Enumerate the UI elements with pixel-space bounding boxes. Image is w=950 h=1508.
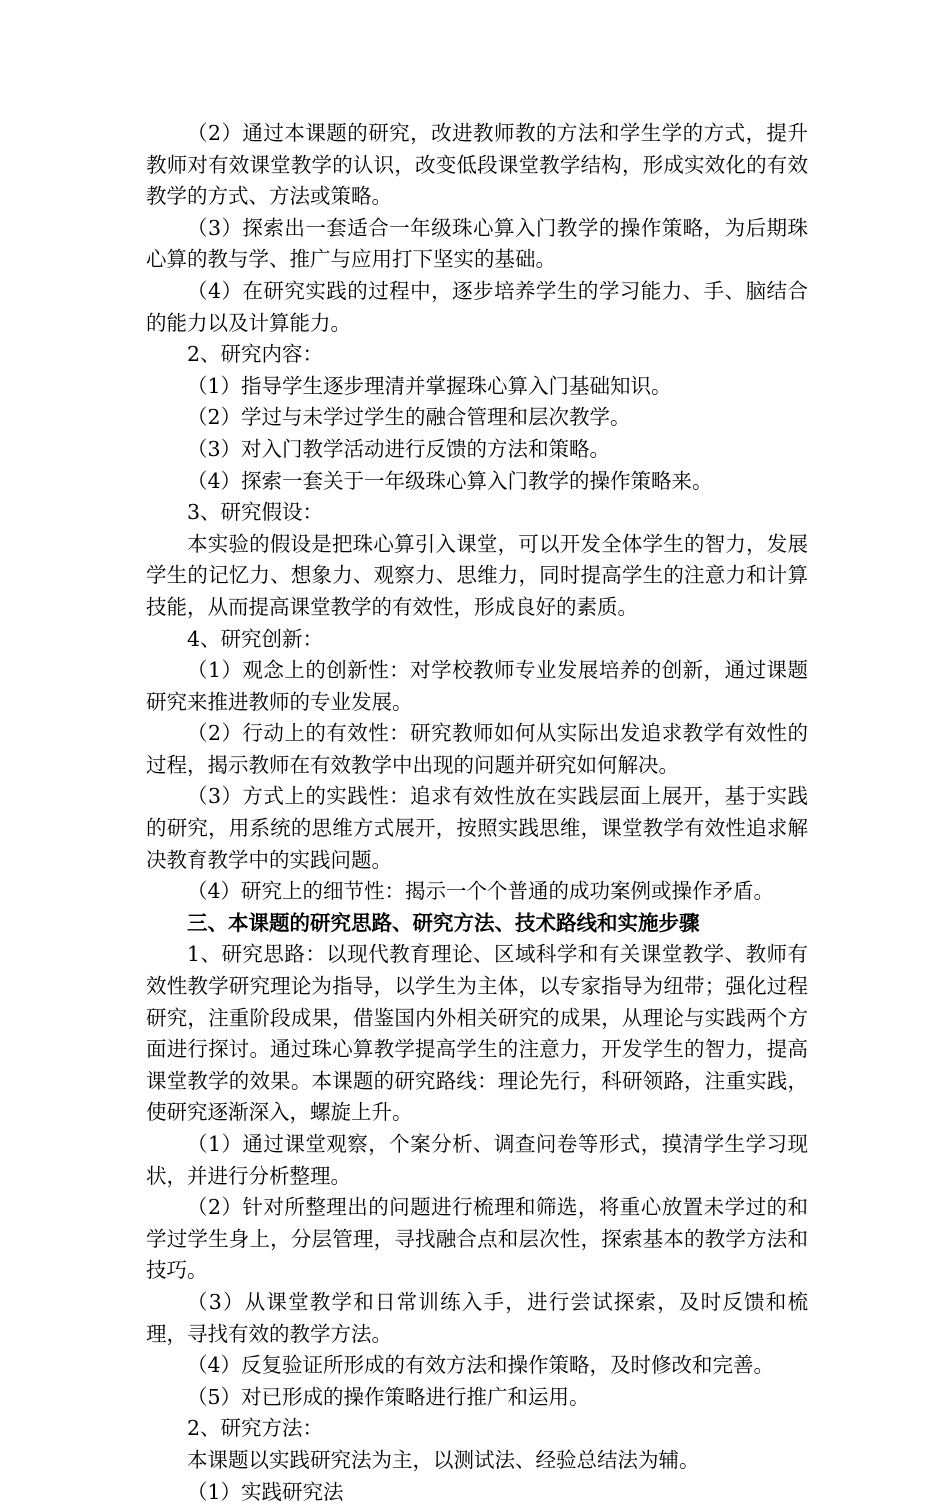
section-research-methods: 2、研究方法：	[187, 1416, 324, 1441]
paragraph-research-approach: 1、研究思路：以现代教育理论、区域科学和有关课堂教学、教师有效性教学研究理论为指导，以学生为主体，以专家指导为纽带；强化过程研究，注重阶段成果，借鉴国内外相关研究的成果，从理论与实践两个方面进行探讨。通过珠心算教学提高学生的注意力，开发学生的智力，提高课堂教学的效果。本课题的研究路线：理论先行，科研领路，注重实践，使研究逐渐深入，螺旋上升。	[146, 942, 808, 1125]
paragraph-methods-summary: 本课题以实践研究法为主，以测试法、经验总结法为辅。	[187, 1447, 700, 1472]
paragraph-innovation-3: （3）方式上的实践性：追求有效性放在实践层面上展开，基于实践的研究，用系统的思维方式展开，按照实践思维，课堂教学有效性追求解决教育教学中的实践问题。	[146, 784, 808, 872]
paragraph-goal-3: （3）探索出一套适合一年级珠心算入门教学的操作策略，为后期珠心算的教与学、推广与应用打下坚实的基础。	[146, 215, 808, 272]
paragraph-goal-2: （2）通过本课题的研究，改进教师教的方法和学生学的方式，提升教师对有效课堂教学的认识，改变低段课堂教学结构，形成实效化的有效教学的方式、方法或策略。	[146, 121, 808, 209]
paragraph-goal-4: （4）在研究实践的过程中，逐步培养学生的学习能力、手、脑结合的能力以及计算能力。	[146, 278, 808, 335]
paragraph-innovation-1: （1）观念上的创新性：对学校教师专业发展培养的创新，通过课题研究来推进教师的专业发展。	[146, 658, 808, 714]
chapter-heading-3: 三、本课题的研究思路、研究方法、技术路线和实施步骤	[187, 910, 700, 935]
section-research-content: 2、研究内容：	[187, 342, 324, 367]
document-page	[146, 118, 808, 1508]
paragraph-content-4: （4）探索一套关于一年级珠心算入门教学的操作策略来。	[187, 468, 713, 493]
paragraph-content-3: （3）对入门教学活动进行反馈的方法和策略。	[187, 436, 611, 461]
section-research-hypothesis: 3、研究假设：	[187, 500, 324, 525]
paragraph-method-1: （1）实践研究法	[187, 1479, 344, 1504]
paragraph-approach-2: （2）针对所整理出的问题进行梳理和筛选，将重心放置未学过的和学过学生身上，分层管理，寻找融合点和层次性，探索基本的教学方法和技巧。	[146, 1195, 808, 1283]
section-research-innovation: 4、研究创新：	[187, 626, 324, 651]
paragraph-innovation-2: （2）行动上的有效性：研究教师如何从实际出发追求教学有效性的过程，揭示教师在有效教学中出现的问题并研究如何解决。	[146, 721, 808, 777]
paragraph-innovation-4: （4）研究上的细节性：揭示一个个普通的成功案例或操作矛盾。	[187, 879, 775, 904]
paragraph-approach-3: （3）从课堂教学和日常训练入手，进行尝试探索，及时反馈和梳理，寻找有效的教学方法。	[146, 1289, 808, 1346]
paragraph-hypothesis: 本实验的假设是把珠心算引入课堂，可以开发全体学生的智力，发展学生的记忆力、想象力、观察力、思维力，同时提高学生的注意力和计算技能，从而提高课堂教学的有效性，形成良好的素质。	[146, 531, 808, 619]
paragraph-content-1: （1）指导学生逐步理清并掌握珠心算入门基础知识。	[187, 373, 672, 398]
paragraph-approach-5: （5）对已形成的操作策略进行推广和运用。	[187, 1384, 590, 1409]
paragraph-content-2: （2）学过与未学过学生的融合管理和层次教学。	[187, 405, 631, 430]
paragraph-approach-1: （1）通过课堂观察，个案分析、调查问卷等形式，摸清学生学习现状，并进行分析整理。	[146, 1132, 808, 1188]
paragraph-approach-4: （4）反复验证所形成的有效方法和操作策略，及时修改和完善。	[187, 1353, 775, 1378]
